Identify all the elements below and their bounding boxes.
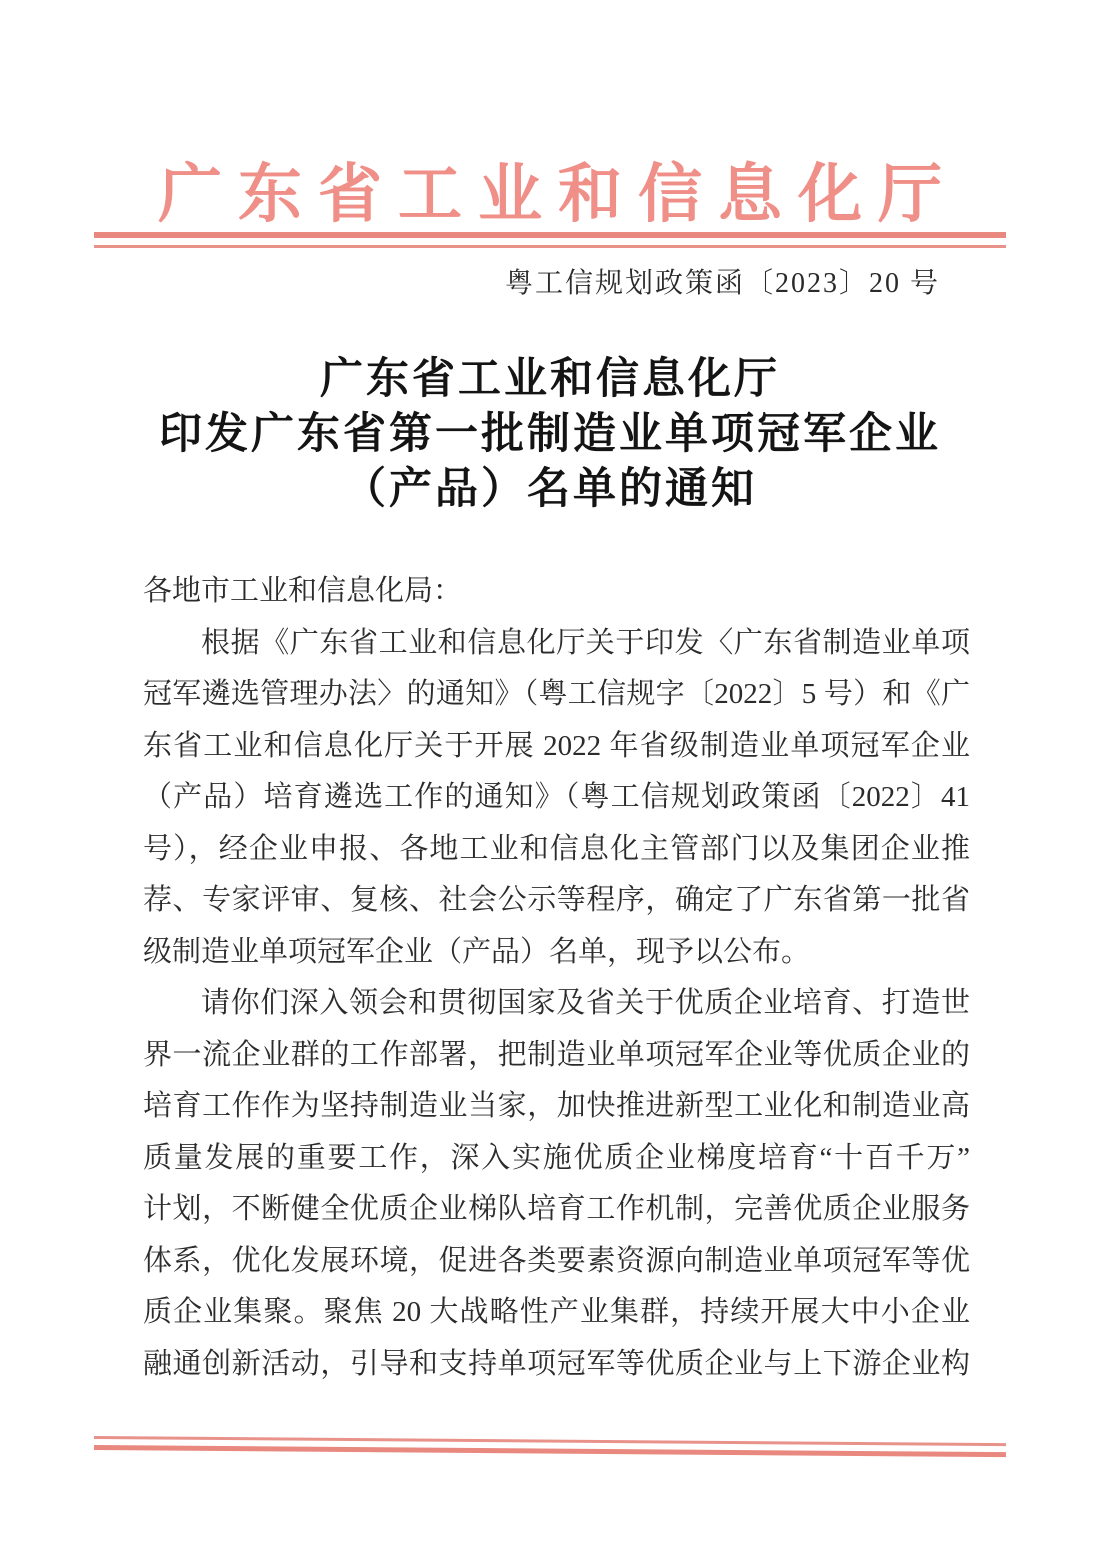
notice-title-line-1: 广东省工业和信息化厅: [320, 356, 780, 403]
notice-body: [143, 566, 970, 1390]
body-line: 界一流企业群的工作部署，把制造业单项冠军企业等优质企业的: [143, 1038, 970, 1071]
letterhead-rule-thin: [94, 245, 1006, 248]
body-line: 计划，不断健全优质企业梯队培育工作机制，完善优质企业服务: [143, 1193, 970, 1225]
body-line: 体系，优化发展环境，促进各类要素资源向制造业单项冠军等优: [143, 1244, 970, 1277]
body-line: 质量发展的重要工作，深入实施优质企业梯度培育“十百千万”: [143, 1141, 970, 1174]
body-line: 号），经企业申报、各地工业和信息化主管部门以及集团企业推: [143, 832, 970, 865]
body-line: 融通创新活动，引导和支持单项冠军等优质企业与上下游企业构: [143, 1347, 970, 1380]
letterhead-agency-name: 广东省工业和信息化厅: [158, 159, 958, 230]
body-line: 级制造业单项冠军企业（产品）名单，现予以公布。: [143, 935, 811, 968]
notice-title-line-3: （产品）名单的通知: [343, 466, 757, 513]
body-line: 质企业集聚。聚焦 20 大战略性产业集群，持续开展大中小企业: [143, 1296, 970, 1328]
body-line: （产品）培育遴选工作的通知》（粤工信规划政策函〔2022〕41: [143, 781, 970, 813]
body-line: 根据《广东省工业和信息化厅关于印发〈广东省制造业单项: [201, 626, 970, 659]
body-line: 荐、专家评审、复核、社会公示等程序，确定了广东省第一批省: [143, 884, 970, 916]
body-line: 东省工业和信息化厅关于开展 2022 年省级制造业单项冠军企业: [143, 729, 970, 762]
body-line: 请你们深入领会和贯彻国家及省关于优质企业培育、打造世: [201, 987, 970, 1019]
salutation-line: 各地市工业和信息化局：: [143, 575, 463, 607]
footer-rule-thick: [94, 1445, 1006, 1457]
notice-title: [0, 352, 1100, 517]
notice-title-line-2: 印发广东省第一批制造业单项冠军企业: [159, 411, 941, 458]
body-line: 培育工作作为坚持制造业当家，加快推进新型工业化和制造业高: [143, 1090, 970, 1122]
document-number: 粤工信规划政策函〔2023〕20 号: [504, 268, 940, 299]
letterhead-rule-thick: [94, 232, 1006, 238]
body-line: 冠军遴选管理办法〉的通知》（粤工信规字〔2022〕5 号）和《广: [143, 678, 970, 710]
footer-rule-thin: [94, 1436, 1006, 1446]
